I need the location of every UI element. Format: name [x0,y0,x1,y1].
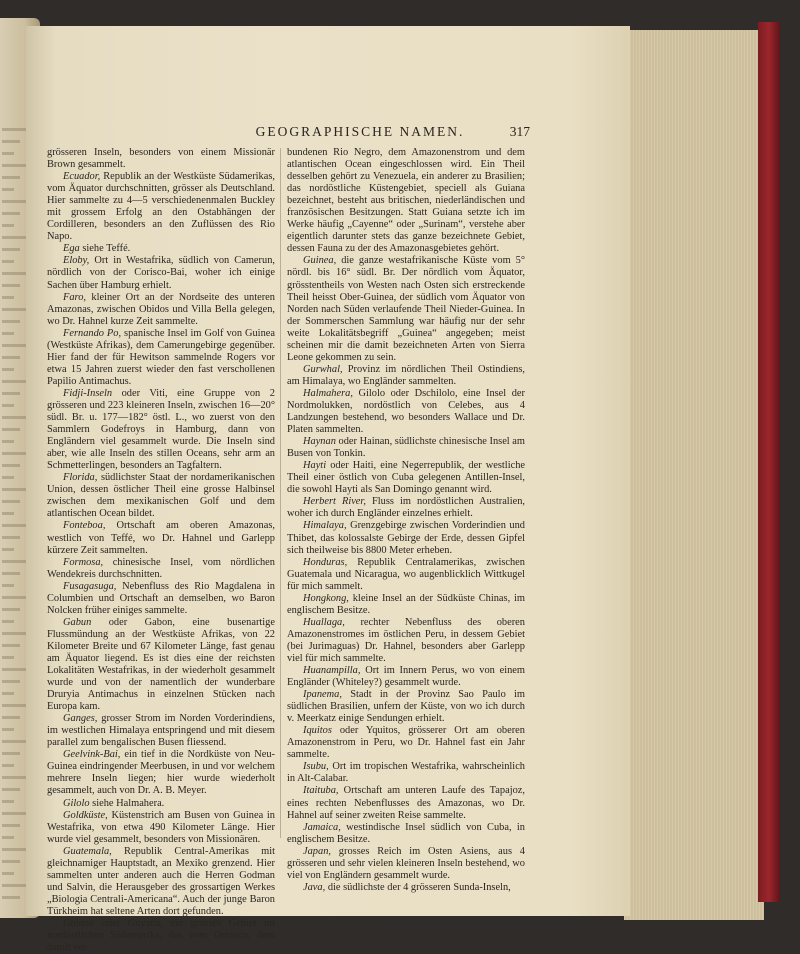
facing-page-text-fragment [2,476,14,479]
entry-headword: Ega [63,243,80,255]
facing-page-text-fragment [2,896,20,899]
entry-text: bundenen Rio Negro, dem Amazonenstrom und dem atlantischen Ocean eingeschlossen wird. Ein Theil desselben gehört zu Venezuela, ein anderer zu Brasilien; das nordöstliche Küstengebiet, speciell als Guiana bezeichnet, besteht aus britischen, niederländischen und französischen Besitzungen. Statt Guiana setzte ich im Werke häufig „Cayenne“ oder „Surinam“, verstehe aber eigentlich darunter stets das ganze bezeichnete Gebiet, dessen Fauna zu der des Amazonasgebietes gehört. [287,147,525,255]
facing-page-text-fragment [2,608,20,611]
facing-page-text-fragment [2,632,26,635]
entry-headword: Florida, [63,472,98,484]
entry-headword: Halmahera, [303,387,353,399]
entry-headword: Huallaga, [303,616,345,628]
entry-text: Nebenfluss des Rio Magdalena in Columbien und Ortschaft an demselben, wo Baron Nolcken früher einiges sammelte. [47,580,275,616]
facing-page-text-fragment [2,248,20,251]
facing-page-text-fragment [2,584,14,587]
entry-headword: Ipanema, [303,689,342,701]
facing-page-text-fragment [2,128,26,131]
entry-text: westindische Insel südlich von Cuba, in englischem Besitze. [287,821,525,845]
entry [47,520,275,556]
right-column [287,147,525,894]
entry-text: spanische Insel im Golf von Guinea (Westküste Afrikas), dem Camerungebirge gegenüber. Hier fand der für Hewitson sammelnde Rogers vor etwa 15 Jahren zuerst wieder den fast verschollenen Papilio Antimachus. [47,327,275,387]
entry-headword: Fonteboa, [63,520,106,532]
facing-page-text-fragment [2,272,26,275]
entry [47,749,275,797]
entry-headword: Himalaya, [303,520,347,532]
facing-page-text-fragment [2,692,14,695]
entry-headword: Hayti [303,460,327,472]
book-cover [758,22,780,902]
facing-page-text-fragment [2,644,20,647]
entry-text: Republik Centralamerikas, zwischen Guatemala und Nicaragua, wo augenblicklich Wittkugel für mich sammelt. [287,556,525,592]
facing-page-text-fragment [2,152,14,155]
entry-headword: Fernando Po, [63,327,122,339]
facing-page-text-fragment [2,560,26,563]
facing-page-text-fragment [2,332,14,335]
entry-text: grösseren Inseln, besonders von einem Missionär Brown gesammelt. [47,147,275,171]
entry-text: Republik an der Westküste Südamerikas, vom Äquator durchschnitten, grösser als Deutschland. Hier sammelte zu 4—5 verschiedenenmalen Buckley mit grossem Erfolg an den Ostabhängen der Cordilleren, besonders an den Zuflüssen des Rio Napo. [47,171,275,243]
entry [287,255,525,363]
entry [287,388,525,436]
entry-text: Ort im tropischen Westafrika, wahrscheinlich in Alt-Calabar. [287,761,525,785]
facing-page-text-fragment [2,452,26,455]
facing-page-text-fragment [2,320,20,323]
facing-page-text-fragment [2,404,14,407]
entry-text: ein tief in die Nordküste von Neu-Guinea eindringender Meerbusen, in und vor welchem mehrere Inseln liegen; hier wurde wiederholt gesammelt, auch von Dr. A. B. Meyer. [47,749,275,797]
facing-page-text-fragment [2,440,14,443]
entry-headword: Huanampilla, [303,665,361,677]
entry [287,520,525,556]
entry-text: Küstenstrich am Busen von Guinea in Westafrika, von etwa 490 Kilometer Länge. Hier wurde viel gesammelt, besonders von Missionären. [47,809,275,845]
facing-page-text-fragment [2,788,20,791]
facing-page-text-fragment [2,752,20,755]
facing-page-text-fragment [2,764,14,767]
facing-page-text-fragment [2,224,14,227]
entry-text: siehe Teffé. [79,243,131,255]
facing-page-text-fragment [2,284,20,287]
entry [287,882,525,894]
facing-page-text-fragment [2,596,26,599]
entry [287,436,525,460]
entry [47,918,275,954]
facing-page-text-fragment [2,416,26,419]
facing-page-text-fragment [2,356,20,359]
facing-page-text-fragment [2,260,14,263]
entry [287,557,525,593]
entry-headword: Fidji-Inseln [63,387,113,399]
entry-headword: Japan, [303,845,331,857]
entry [47,472,275,520]
entry [47,243,275,255]
entry-text: die südlichste der 4 grösseren Sunda-Inseln, [325,881,511,893]
entry-headword: Honduras, [303,556,348,568]
facing-page-text-fragment [2,800,14,803]
facing-page-text-fragment [2,668,26,671]
facing-page-text-fragment [2,500,20,503]
facing-page-text-fragment [2,344,26,347]
facing-page-text-fragment [2,716,20,719]
entry [287,617,525,665]
facing-page-text-fragment [2,380,26,383]
entry-headword: Gurwhal, [303,363,343,375]
facing-page-text-fragment [2,140,20,143]
entry [287,725,525,761]
entry [47,557,275,581]
entry-text: Gilolo oder Dschilolo, eine Insel der Nordmolukken, nordöstlich von Celebes, aus 4 Landzungen bestehend, wo besonders Wallace und Dr. Platen sammelten. [287,387,525,436]
entry-headword: Java, [303,881,326,893]
entry [287,147,525,255]
facing-page-text-fragment [2,488,26,491]
entry [47,255,275,291]
entry-headword: Faro, [63,291,86,303]
facing-page-text-fragment [2,836,14,839]
entry [47,388,275,472]
facing-page-text-fragment [2,308,26,311]
entry-headword: Jamaica, [303,821,341,833]
entry [47,147,275,171]
running-head: GEOGRAPHISCHE NAMEN. [255,124,465,139]
entry-headword: Ecuador, [63,171,101,183]
facing-page-text-fragment [2,824,20,827]
facing-page-text-fragment [2,680,20,683]
entry [47,328,275,388]
entry-headword: Goldküste, [63,809,108,821]
entry-text: siehe Halmahera. [89,797,165,809]
facing-page-text-fragment [2,236,26,239]
column-divider [280,148,281,838]
facing-page-text-fragment [2,212,20,215]
entry [287,665,525,689]
page-block-edges [624,30,764,920]
facing-page-text-fragment [2,188,14,191]
facing-page-text-fragment [2,740,26,743]
facing-page-text-fragment [2,848,26,851]
entry-headword: Isubu, [303,761,329,773]
entry [47,617,275,713]
facing-page-text-fragment [2,860,20,863]
entry-headword: Eloby, [63,255,90,267]
entry-text: oder Haiti, eine Negerrepublik, der westliche Theil einer östlich von Cuba gelegenen Antillen-Insel, die sowohl Hayti als San Domingo genannt wird. [287,460,525,496]
entry-text: grosses Reich im Osten Asiens, aus 4 grösseren und sehr vielen kleineren Inseln bestehend, wo viel von Engländern gesammelt wurde. [287,845,525,881]
entry [47,810,275,846]
entry-text: oder Gabon, eine busenartige Flussmündung an der Westküste Afrikas, von 22 Kilometer Breite und 67 Kilometer Länge, fast genau am Äquator liegend. Es ist dies eine der reichsten Lokalitäten Westafrikas, in der wiederholt gesammelt wurde und von der namentlich der wunderbare Druryia Antimachus in einzelnen Stücken nach Europa kam. [47,616,275,713]
entry-text: Ort im Innern Perus, wo von einem Engländer (Whiteley?) gesammelt wurde. [287,665,525,689]
entry-headword: Hongkong, [303,592,349,604]
entry-text: Grenzgebirge zwischen Vorderindien und Thibet, das kolossalste Gebirge der Erde, dessen Gipfel sich theilweise bis 8800 Meter erheben. [287,520,525,556]
entry-text: Ort in Westafrika, südlich von Camerun, nördlich von der Corisco-Bai, woher ich einige Sachen über Hamburg erhielt. [47,255,275,291]
entry [47,171,275,243]
entry-headword: Guinea, [303,255,337,267]
facing-page-text-fragment [2,656,14,659]
entry-headword: Itaituba, [303,785,339,797]
facing-page-text-fragment [2,548,14,551]
facing-page-text-fragment [2,176,20,179]
entry-headword: Ganges, [63,713,98,725]
facing-page-text-fragment [2,368,14,371]
facing-page-text-fragment [2,728,14,731]
facing-page-text-fragment [2,464,20,467]
entry [287,689,525,725]
entry [47,581,275,617]
entry-text: Fluss im nordöstlichen Australien, woher ich durch Engländer einzelnes erhielt. [287,496,525,520]
entry-text: Ortschaft am unteren Laufe des Tapajoz, eines rechten Nebenflusses des Amazonas, wo Dr. Hahnel auf seiner zweiten Reise sammelte. [287,785,525,821]
facing-page-text-fragment [2,392,20,395]
entry-text: Stadt in der Provinz Sao Paulo im südlichen Brasilien, unfern der Küste, von wo ich durch v. Meerkatz einige Sendungen erhielt. [287,689,525,725]
facing-page-text-fragment [2,704,26,707]
facing-page-text-fragment [2,872,14,875]
entry [287,364,525,388]
entry [47,292,275,328]
entry [287,761,525,785]
facing-page-text-fragment [2,296,14,299]
entry-headword: Geelvink-Bai, [63,749,121,761]
entry-headword: Gilolo [63,797,90,809]
facing-page-text-fragment [2,620,14,623]
entry [287,496,525,520]
entry-text: oder Yquitos, grösserer Ort am oberen Amazonenstrom in Peru, wo Dr. Hahnel fast ein Jahr sammelte. [287,725,525,761]
entry-text: Provinz im nördlichen Theil Ostindiens, am Himalaya, wo Engländer sammelten. [287,363,525,387]
entry-text: rechter Nebenfluss des oberen Amazonenstromes im östlichen Peru, in dessem Gebiet (bei Jurimaguas) Dr. Hahnel, besonders aber Garlepp viel für mich sammelte. [287,616,525,664]
entry-headword: Haynan [303,436,336,448]
entry-text: kleiner Ort an der Nordseite des unteren Amazonas, zwischen Obidos und Villa Bella gelegen, wo Dr. Hahnel kurze Zeit sammelte. [47,291,275,327]
facing-page-text-fragment [2,512,14,515]
facing-page-text-fragment [2,812,26,815]
entry-text: Ortschaft am oberen Amazonas, westlich von Teffé, wo Dr. Hahnel und Garlepp kürzere Zeit sammelten. [47,520,275,556]
entry-text: kleine Insel an der Südküste Chinas, im englischem Besitze. [287,592,525,616]
facing-page-text-fragment [2,536,20,539]
facing-page-text-fragment [2,776,26,779]
facing-page-text-fragment [2,524,26,527]
entry [287,822,525,846]
entry-text: Republik Central-Amerikas mit gleichnamiger Hauptstadt, an Mexiko grenzend. Hier sammelten unter anderen auch die Herren Godman und Salvin, die Herausgeber des grossartigen Werkes „Biologia Centrali-Americana“. Auch der junge Baron Türkheim hat seltene Arten dort gefunden. [47,845,275,917]
entry-text: grosser Strom im Norden Vorderindiens, im westlichen Himalaya entspringend und mit diesem parallel zum bengalischen Busen fliessend. [47,713,275,749]
entry-text: oder Viti, eine Gruppe von 2 grösseren und 223 kleineren Inseln, zwischen 16—20° südl. Br. u. 177—182° östl. L., wo zuerst von den Sammlern Godefroys in Hamburg, dann von Engländern viel gesammelt wurde. Die Inseln sind aber, wie alle Inseln des stillen Oceans, sehr arm an Schmetterlingen, besonders an Tagfaltern. [47,387,275,472]
facing-page-text-fragment [2,572,20,575]
entry-headword: Guatemala, [63,845,112,857]
entry-headword: Guiana [63,918,95,929]
entry [287,846,525,882]
entry [47,713,275,749]
page-number: 317 [509,124,530,139]
entry-text: chinesische Insel, vom nördlichen Wendekreis durchschnitten. [47,556,275,580]
entry-headword: Gabun [63,616,92,628]
facing-page-text-fragment [2,428,20,431]
entry-headword: Formosa, [63,556,104,568]
entry-text: südlichster Staat der nordamerikanischen Union, dessen östlicher Theil eine grosse Halbinsel zwischen dem mexikanischen Golf und dem atlantischen Ocean bildet. [47,472,275,520]
entry-text: oder Hainan, südlichste chinesische Insel am Busen von Tonkin. [287,436,525,460]
entry [287,785,525,821]
entry [47,846,275,918]
entry [287,460,525,496]
entry-headword: Herbert River, [303,496,366,508]
facing-page-text-fragment [2,884,26,887]
entry-text: oder Guyana, ein grosses Gebiet im nordöstlichen Südamerika, das vom Orinoco, dem damit ver- [47,918,275,954]
entry [287,593,525,617]
entry [47,798,275,810]
entry-headword: Fusagasuga, [63,580,117,592]
facing-page-text-fragment [2,164,26,167]
entry-headword: Iquitos [303,725,332,737]
facing-page-text-fragment [2,200,26,203]
left-column [47,147,275,954]
entry-text: die ganze westafrikanische Küste vom 5° nördl. bis 16° südl. Br. Der nördlich vom Äquator, grösstentheils von Westen nach Osten sich erstreckende Theil heisst Ober-Guinea, der südlich vom Äquator von Norden nach Süden verlaufende Theil Nieder-Guinea. In der Sommerschen Sammlung war häufig nur der sehr weite Lokalitätsbegriff „Guinea“ angegeben; meist scheinen mir die damit bezeichneten Arten von Sierra Leone gekommen zu sein. [287,255,525,363]
